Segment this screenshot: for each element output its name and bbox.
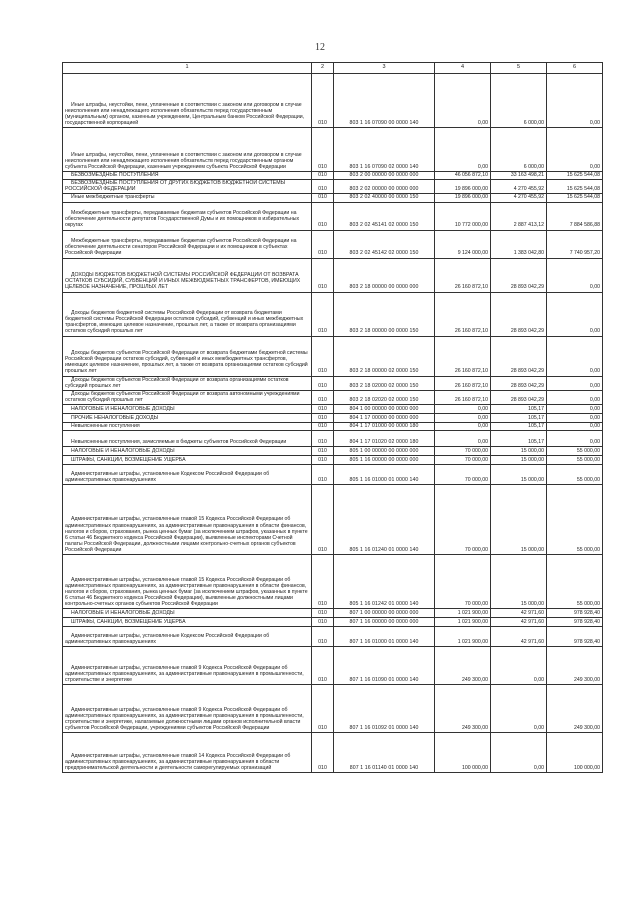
row-col5-cell: 1 383 042,80	[491, 230, 547, 258]
row-col6-cell: 0,00	[547, 258, 603, 292]
row-col5-cell: 0,00	[491, 733, 547, 773]
row-budget-code-cell: 807 1 16 00000 00 0000 000	[334, 618, 435, 627]
row-col4-cell: 0,00	[435, 128, 491, 172]
row-col4-cell: 0,00	[435, 414, 491, 423]
table-row	[63, 202, 603, 230]
row-col5-cell: 0,00	[491, 685, 547, 733]
row-col4-cell: 9 124 000,00	[435, 230, 491, 258]
row-budget-code-cell: 803 1 16 07090 00 0000 140	[334, 74, 435, 128]
budget-revenue-table	[62, 62, 603, 773]
row-code-cell: 010	[312, 172, 334, 180]
row-name-cell: НАЛОГОВЫЕ И НЕНАЛОГОВЫЕ ДОХОДЫ	[63, 447, 312, 456]
table-row	[63, 456, 603, 465]
row-col5-cell: 33 163 498,21	[491, 172, 547, 180]
row-col6-cell: 0,00	[547, 431, 603, 447]
row-col6-cell: 55 000,00	[547, 465, 603, 485]
row-code-cell: 010	[312, 292, 334, 336]
table-row	[63, 465, 603, 485]
row-budget-code-cell: 803 2 18 00000 02 0000 150	[334, 336, 435, 376]
row-col5-cell: 15 000,00	[491, 447, 547, 456]
row-col5-cell: 6 000,00	[491, 74, 547, 128]
table-row	[63, 292, 603, 336]
row-budget-code-cell: 807 1 16 01090 01 0000 140	[334, 647, 435, 685]
row-budget-code-cell: 805 1 16 00000 00 0000 000	[334, 456, 435, 465]
row-code-cell: 010	[312, 647, 334, 685]
row-budget-code-cell: 807 1 16 01140 01 0000 140	[334, 733, 435, 773]
row-col5-cell: 28 893 042,29	[491, 258, 547, 292]
header-col-2: 2	[312, 63, 334, 74]
row-col6-cell: 55 000,00	[547, 485, 603, 555]
header-col-3: 3	[334, 63, 435, 74]
row-name-cell: Административные штрафы, установленные главой 9 Кодекса Российской Федерации об административных правонарушениях, за административные правонарушения в промышленности, строительстве и энергетике, налагаемые должностными лицами органов исполнительной власти субъектов Российской Федерации, учреждениями субъектов Российской Федерации	[63, 685, 312, 733]
row-col6-cell: 0,00	[547, 414, 603, 423]
row-code-cell: 010	[312, 465, 334, 485]
header-col-4: 4	[435, 63, 491, 74]
row-col5-cell: 4 270 455,92	[491, 180, 547, 194]
header-col-5: 5	[491, 63, 547, 74]
row-name-cell: Иные штрафы, неустойки, пени, уплаченные в соответствии с законом или договором в случае неисполнения или ненадлежащего исполнения обязательств перед государственным органом субъекта Российской Федерации, казенным учреждением субъекта Российской Федерации	[63, 128, 312, 172]
row-col5-cell: 28 893 042,29	[491, 336, 547, 376]
row-budget-code-cell: 805 1 00 00000 00 0000 000	[334, 447, 435, 456]
table-row	[63, 336, 603, 376]
row-col6-cell: 55 000,00	[547, 456, 603, 465]
table-row	[63, 230, 603, 258]
row-budget-code-cell: 807 1 16 01092 01 0000 140	[334, 685, 435, 733]
row-col6-cell: 7 884 586,88	[547, 202, 603, 230]
row-budget-code-cell: 803 2 18 00000 00 0000 150	[334, 292, 435, 336]
row-name-cell: ШТРАФЫ, САНКЦИИ, ВОЗМЕЩЕНИЕ УЩЕРБА	[63, 618, 312, 627]
table-row	[63, 555, 603, 609]
row-name-cell: Невыясненные поступления	[63, 423, 312, 431]
row-name-cell: Административные штрафы, установленные главой 9 Кодекса Российской Федерации об административных правонарушениях, за административные правонарушения в промышленности, строительстве и энергетике	[63, 647, 312, 685]
row-col4-cell: 249 300,00	[435, 647, 491, 685]
row-budget-code-cell: 804 1 00 00000 00 0000 000	[334, 405, 435, 414]
row-col5-cell: 105,17	[491, 423, 547, 431]
row-code-cell: 010	[312, 456, 334, 465]
row-name-cell: ШТРАФЫ, САНКЦИИ, ВОЗМЕЩЕНИЕ УЩЕРБА	[63, 456, 312, 465]
row-name-cell: Доходы бюджетов субъектов Российской Федерации от возврата автономными учреждениями остатков субсидий прошлых лет	[63, 390, 312, 404]
row-name-cell: Административные штрафы, установленные главой 14 Кодекса Российской Федерации об административных правонарушениях, за административные правонарушения в области предпринимательской деятельности и деятельности саморегулируемых организаций	[63, 733, 312, 773]
row-code-cell: 010	[312, 376, 334, 390]
row-col5-cell: 28 893 042,29	[491, 376, 547, 390]
table-row	[63, 414, 603, 423]
row-col6-cell: 100 000,00	[547, 733, 603, 773]
row-budget-code-cell: 803 2 02 40000 00 0000 150	[334, 194, 435, 202]
row-code-cell: 010	[312, 336, 334, 376]
header-col-6: 6	[547, 63, 603, 74]
row-code-cell: 010	[312, 618, 334, 627]
row-budget-code-cell: 803 2 18 00000 00 0000 000	[334, 258, 435, 292]
row-code-cell: 010	[312, 609, 334, 618]
row-code-cell: 010	[312, 194, 334, 202]
row-col6-cell: 15 625 544,08	[547, 194, 603, 202]
table-row	[63, 733, 603, 773]
row-col5-cell: 15 000,00	[491, 555, 547, 609]
row-col5-cell: 28 893 042,29	[491, 292, 547, 336]
row-col4-cell: 26 160 872,10	[435, 292, 491, 336]
row-name-cell: Административные штрафы, установленные главой 15 Кодекса Российской Федерации об административных правонарушениях, за административные правонарушения в области финансов, налогов и сборов, страхования, рынка ценных бумаг (за исключением штрафов, указанных в пункте 6 статьи 46 Бюджетного кодекса Российской Федерации), выявленные инспекторами Счетной палаты Российской Федерации, должностными лицами контрольно-счетных органов субъектов Российской Федерации	[63, 485, 312, 555]
row-col6-cell: 0,00	[547, 390, 603, 404]
row-col4-cell: 1 021 900,00	[435, 627, 491, 647]
header-col-1: 1	[63, 63, 312, 74]
row-code-cell: 010	[312, 627, 334, 647]
row-code-cell: 010	[312, 447, 334, 456]
row-col4-cell: 26 160 872,10	[435, 376, 491, 390]
row-code-cell: 010	[312, 733, 334, 773]
row-col6-cell: 0,00	[547, 423, 603, 431]
row-budget-code-cell: 807 1 16 01000 01 0000 140	[334, 627, 435, 647]
table-row	[63, 485, 603, 555]
row-col6-cell: 15 625 544,08	[547, 172, 603, 180]
row-col6-cell: 249 300,00	[547, 685, 603, 733]
table-row	[63, 609, 603, 618]
row-col6-cell: 0,00	[547, 74, 603, 128]
row-code-cell: 010	[312, 431, 334, 447]
row-col6-cell: 978 928,40	[547, 627, 603, 647]
row-col6-cell: 978 928,40	[547, 618, 603, 627]
row-name-cell: Межбюджетные трансферты, передаваемые бюджетам субъектов Российской Федерации на обеспечение деятельности сенаторов Российской Федерации и их помощников в субъектах Российской Федерации	[63, 230, 312, 258]
row-col4-cell: 10 772 000,00	[435, 202, 491, 230]
table-row	[63, 647, 603, 685]
row-col4-cell: 1 021 900,00	[435, 609, 491, 618]
row-col4-cell: 26 160 872,10	[435, 390, 491, 404]
table-row	[63, 390, 603, 404]
table-row	[63, 194, 603, 202]
row-col5-cell: 15 000,00	[491, 465, 547, 485]
row-col4-cell: 0,00	[435, 405, 491, 414]
row-col6-cell: 7 740 957,20	[547, 230, 603, 258]
row-code-cell: 010	[312, 414, 334, 423]
row-budget-code-cell: 803 2 02 00000 00 0000 000	[334, 180, 435, 194]
table-row	[63, 431, 603, 447]
row-budget-code-cell: 803 2 02 45141 02 0000 150	[334, 202, 435, 230]
row-code-cell: 010	[312, 390, 334, 404]
row-col4-cell: 1 021 900,00	[435, 618, 491, 627]
row-col4-cell: 70 000,00	[435, 485, 491, 555]
row-code-cell: 010	[312, 405, 334, 414]
row-col4-cell: 19 896 000,00	[435, 180, 491, 194]
table-row	[63, 627, 603, 647]
table-row	[63, 423, 603, 431]
row-col6-cell: 0,00	[547, 405, 603, 414]
row-code-cell: 010	[312, 202, 334, 230]
table-row	[63, 618, 603, 627]
row-col4-cell: 70 000,00	[435, 465, 491, 485]
header-row	[63, 63, 603, 74]
row-code-cell: 010	[312, 555, 334, 609]
row-col5-cell: 0,00	[491, 647, 547, 685]
row-col4-cell: 70 000,00	[435, 555, 491, 609]
table-row	[63, 447, 603, 456]
row-col6-cell: 0,00	[547, 336, 603, 376]
row-code-cell: 010	[312, 128, 334, 172]
row-budget-code-cell: 803 2 00 00000 00 0000 000	[334, 172, 435, 180]
row-col5-cell: 4 270 455,92	[491, 194, 547, 202]
row-name-cell: Доходы бюджетов бюджетной системы Российской Федерации от возврата бюджетами бюджетной системы Российской Федерации остатков субсидий, субвенций и иных межбюджетных трансфертов, имеющих целевое назначение, прошлых лет, а также от возврата организациями остатков субсидий прошлых лет	[63, 292, 312, 336]
row-budget-code-cell: 805 1 16 01000 01 0000 140	[334, 465, 435, 485]
row-budget-code-cell: 804 1 17 01000 00 0000 180	[334, 423, 435, 431]
row-col4-cell: 70 000,00	[435, 456, 491, 465]
row-col5-cell: 42 971,60	[491, 618, 547, 627]
row-col4-cell: 26 160 872,10	[435, 258, 491, 292]
row-col5-cell: 6 000,00	[491, 128, 547, 172]
row-code-cell: 010	[312, 423, 334, 431]
table-row	[63, 180, 603, 194]
table-row	[63, 74, 603, 128]
row-col5-cell: 105,17	[491, 431, 547, 447]
row-name-cell: НАЛОГОВЫЕ И НЕНАЛОГОВЫЕ ДОХОДЫ	[63, 609, 312, 618]
row-col6-cell: 0,00	[547, 128, 603, 172]
row-code-cell: 010	[312, 180, 334, 194]
row-col4-cell: 70 000,00	[435, 447, 491, 456]
row-col4-cell: 46 056 872,10	[435, 172, 491, 180]
row-col6-cell: 0,00	[547, 292, 603, 336]
row-name-cell: ДОХОДЫ БЮДЖЕТОВ БЮДЖЕТНОЙ СИСТЕМЫ РОССИЙСКОЙ ФЕДЕРАЦИИ ОТ ВОЗВРАТА ОСТАТКОВ СУБСИДИЙ, СУБВЕНЦИЙ И ИНЫХ МЕЖБЮДЖЕТНЫХ ТРАНСФЕРТОВ, ИМЕЮЩИХ ЦЕЛЕВОЕ НАЗНАЧЕНИЕ, ПРОШЛЫХ ЛЕТ	[63, 258, 312, 292]
row-col4-cell: 0,00	[435, 431, 491, 447]
row-name-cell: БЕЗВОЗМЕЗДНЫЕ ПОСТУПЛЕНИЯ	[63, 172, 312, 180]
row-code-cell: 010	[312, 258, 334, 292]
row-name-cell: Административные штрафы, установленные главой 15 Кодекса Российской Федерации об административных правонарушениях, за административные правонарушения в области финансов, налогов и сборов, страхования, рынка ценных бумаг (за исключением штрафов, указанных в пункте 6 статьи 46 Бюджетного кодекса Российской Федерации), выявленные должностными лицами контрольно-счетных органов субъектов Российской Федерации	[63, 555, 312, 609]
row-name-cell: Доходы бюджетов субъектов Российской Федерации от возврата организациями остатков субсидий прошлых лет	[63, 376, 312, 390]
row-budget-code-cell: 804 1 17 01020 02 0000 180	[334, 431, 435, 447]
row-budget-code-cell: 807 1 00 00000 00 0000 000	[334, 609, 435, 618]
row-name-cell: Иные межбюджетные трансферты	[63, 194, 312, 202]
row-col6-cell: 15 625 544,08	[547, 180, 603, 194]
table-row	[63, 128, 603, 172]
row-col5-cell: 15 000,00	[491, 456, 547, 465]
row-code-cell: 010	[312, 685, 334, 733]
row-col5-cell: 42 971,60	[491, 627, 547, 647]
row-budget-code-cell: 805 1 16 01240 01 0000 140	[334, 485, 435, 555]
row-col6-cell: 0,00	[547, 376, 603, 390]
row-col4-cell: 249 300,00	[435, 685, 491, 733]
row-col6-cell: 249 300,00	[547, 647, 603, 685]
row-code-cell: 010	[312, 485, 334, 555]
row-code-cell: 010	[312, 230, 334, 258]
row-col6-cell: 55 000,00	[547, 555, 603, 609]
row-name-cell: Доходы бюджетов субъектов Российской Федерации от возврата бюджетами бюджетной системы Российской Федерации остатков субсидий, субвенций и иных межбюджетных трансфертов, имеющих целевое назначение, прошлых лет, а также от возврата организациями остатков субсидий прошлых лет	[63, 336, 312, 376]
row-budget-code-cell: 803 2 18 02020 02 0000 150	[334, 390, 435, 404]
table-row	[63, 376, 603, 390]
row-name-cell: НАЛОГОВЫЕ И НЕНАЛОГОВЫЕ ДОХОДЫ	[63, 405, 312, 414]
row-col4-cell: 26 160 872,10	[435, 336, 491, 376]
row-col5-cell: 28 893 042,29	[491, 390, 547, 404]
row-name-cell: Административные штрафы, установленные Кодексом Российской Федерации об административных правонарушениях	[63, 465, 312, 485]
page-number: 12	[315, 42, 325, 53]
row-col4-cell: 19 896 000,00	[435, 194, 491, 202]
row-budget-code-cell: 804 1 17 00000 00 0000 000	[334, 414, 435, 423]
row-budget-code-cell: 805 1 16 01242 01 0000 140	[334, 555, 435, 609]
row-name-cell: Иные штрафы, неустойки, пени, уплаченные в соответствии с законом или договором в случае неисполнения или ненадлежащего исполнения обязательств перед государственным (муниципальным) органом, казенным учреждением, Центральным банком Российской Федерации, государственной корпорацией	[63, 74, 312, 128]
table-row	[63, 405, 603, 414]
row-budget-code-cell: 803 1 16 07090 02 0000 140	[334, 128, 435, 172]
row-col6-cell: 55 000,00	[547, 447, 603, 456]
row-name-cell: БЕЗВОЗМЕЗДНЫЕ ПОСТУПЛЕНИЯ ОТ ДРУГИХ БЮДЖЕТОВ БЮДЖЕТНОЙ СИСТЕМЫ РОССИЙСКОЙ ФЕДЕРАЦИИ	[63, 180, 312, 194]
row-name-cell: Межбюджетные трансферты, передаваемые бюджетам субъектов Российской Федерации на обеспечение деятельности депутатов Государственной Думы и их помощников в избирательных округах	[63, 202, 312, 230]
row-col6-cell: 978 928,40	[547, 609, 603, 618]
table-row	[63, 172, 603, 180]
row-col5-cell: 2 887 413,12	[491, 202, 547, 230]
row-name-cell: Административные штрафы, установленные Кодексом Российской Федерации об административных правонарушениях	[63, 627, 312, 647]
row-col5-cell: 15 000,00	[491, 485, 547, 555]
row-col4-cell: 100 000,00	[435, 733, 491, 773]
table-row	[63, 258, 603, 292]
row-code-cell: 010	[312, 74, 334, 128]
row-budget-code-cell: 803 2 18 02000 02 0000 150	[334, 376, 435, 390]
row-budget-code-cell: 803 2 02 45142 02 0000 150	[334, 230, 435, 258]
row-col5-cell: 105,17	[491, 414, 547, 423]
table-row	[63, 685, 603, 733]
row-name-cell: Невыясненные поступления, зачисляемые в бюджеты субъектов Российской Федерации	[63, 431, 312, 447]
row-col4-cell: 0,00	[435, 74, 491, 128]
row-col5-cell: 105,17	[491, 405, 547, 414]
row-name-cell: ПРОЧИЕ НЕНАЛОГОВЫЕ ДОХОДЫ	[63, 414, 312, 423]
row-col5-cell: 42 971,60	[491, 609, 547, 618]
row-col4-cell: 0,00	[435, 423, 491, 431]
table-body	[63, 74, 603, 773]
